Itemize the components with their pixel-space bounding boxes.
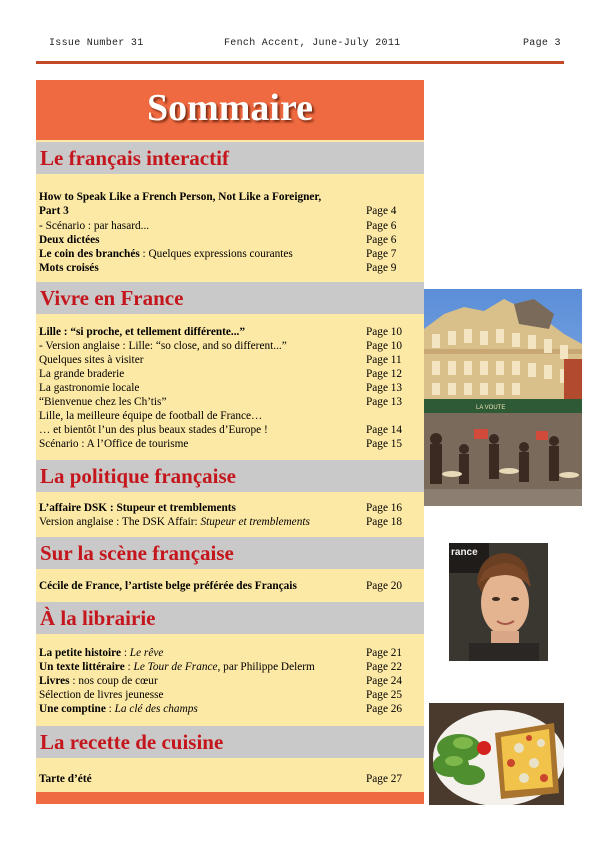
actress-portrait-photo bbox=[449, 543, 548, 661]
bottom-accent-bar bbox=[36, 792, 424, 804]
section-header-francais-interactif bbox=[36, 142, 424, 174]
toc-entry-page: Page 9 bbox=[366, 262, 397, 274]
toc-entry-page: Page 15 bbox=[366, 438, 403, 450]
toc-entry-title: Lille, la meilleure équipe de football de France… bbox=[39, 410, 263, 422]
toc-entry-author: , par Philippe Delerm bbox=[217, 661, 315, 673]
toc-entry-title: Part 3 bbox=[39, 205, 69, 217]
toc-entry-page: Page 6 bbox=[366, 234, 397, 246]
toc-entry-title: Version anglaise : The DSK Affair: bbox=[39, 516, 201, 528]
toc-entry-page: Page 10 bbox=[366, 326, 403, 338]
toc-entry-page: Page 24 bbox=[366, 675, 403, 687]
section-title: Le français interactif bbox=[40, 146, 229, 170]
section-title: Sur la scène française bbox=[40, 541, 234, 565]
section-header-politique bbox=[36, 460, 424, 492]
toc-entry-page: Page 20 bbox=[366, 580, 403, 592]
section-header-scene bbox=[36, 537, 424, 569]
toc-entry-title: La grande braderie bbox=[39, 368, 125, 380]
toc-entry-page: Page 6 bbox=[366, 220, 397, 232]
toc-entry-title: La gastronomie locale bbox=[39, 382, 140, 394]
toc-entry-page: Page 16 bbox=[366, 502, 403, 514]
toc-entry-title: Sélection de livres jeunesse bbox=[39, 689, 164, 701]
toc-entry-page: Page 10 bbox=[366, 340, 403, 352]
toc-entry-title: Une comptine bbox=[39, 703, 106, 715]
contents-panel bbox=[36, 80, 424, 804]
toc-entry-page: Page 27 bbox=[366, 773, 403, 785]
toc-entry-title: L’affaire DSK : Stupeur et tremblements bbox=[39, 502, 236, 514]
toc-entry-page: Page 7 bbox=[366, 248, 397, 260]
toc-entry-title: La petite histoire bbox=[39, 647, 121, 659]
toc-entry-title: Un texte littéraire bbox=[39, 661, 125, 673]
toc-entry-title: Quelques sites à visiter bbox=[39, 354, 144, 366]
toc-entry-title: Livres bbox=[39, 675, 70, 687]
section-title: À la librairie bbox=[40, 606, 156, 630]
toc-entry-title: “Bienvenue chez les Ch’tis” bbox=[39, 396, 167, 408]
toc-entry-subtitle: : Quelques expressions courantes bbox=[139, 248, 293, 260]
cafe-sign: LA VOUTE bbox=[476, 405, 506, 411]
toc-entry-page: Page 11 bbox=[366, 354, 402, 366]
publication-date: Fench Accent, June-July 2011 bbox=[224, 38, 401, 49]
toc-entry-title: Mots croisés bbox=[39, 262, 99, 274]
toc-entry-subtitle: Le rêve bbox=[129, 647, 164, 659]
header-rule bbox=[36, 61, 564, 64]
toc-entry-title: Le coin des branchés bbox=[39, 248, 140, 260]
toc-entry-page: Page 13 bbox=[366, 382, 403, 394]
toc-entry-page: Page 4 bbox=[366, 205, 397, 217]
toc-entry-title: - Scénario : par hasard... bbox=[39, 220, 150, 232]
toc-entry-subtitle: : nos coup de cœur bbox=[69, 675, 158, 687]
toc-entry-page: Page 22 bbox=[366, 661, 403, 673]
toc-entry-page: Page 12 bbox=[366, 368, 403, 380]
section-header-recette bbox=[36, 726, 424, 758]
toc-entry-page: Page 13 bbox=[366, 396, 403, 408]
magazine-sign: rance bbox=[451, 547, 478, 558]
toc-entry-subtitle: Le Tour de France bbox=[133, 661, 218, 673]
toc-entry-title: Tarte d’été bbox=[39, 773, 92, 785]
section-title: La politique française bbox=[40, 464, 237, 488]
lille-square-photo bbox=[424, 289, 582, 506]
section-header-librairie bbox=[36, 602, 424, 634]
tart-photo bbox=[429, 703, 564, 805]
toc-entry-title: Cécile de France, l’artiste belge préférée des Français bbox=[39, 580, 297, 592]
toc-entry-subtitle: Stupeur et tremblements bbox=[200, 516, 310, 528]
page-number: Page 3 bbox=[523, 38, 561, 49]
toc-entry-title: - Version anglaise : Lille: “so close, and so different...” bbox=[39, 340, 287, 352]
toc-entry-page: Page 21 bbox=[366, 647, 403, 659]
section-title: Vivre en France bbox=[40, 286, 184, 310]
toc-entry-separator: : bbox=[121, 647, 130, 659]
issue-number: Issue Number 31 bbox=[49, 38, 144, 49]
toc-entry-page: Page 25 bbox=[366, 689, 403, 701]
toc-entry-subtitle: La clé des champs bbox=[114, 703, 198, 715]
toc-entry-separator: : bbox=[105, 703, 115, 715]
title-bar bbox=[36, 80, 424, 140]
toc-entry-title: Lille : “si proche, et tellement différente...” bbox=[39, 326, 246, 338]
section-header-vivre-en-france bbox=[36, 282, 424, 314]
toc-entry-title: How to Speak Like a French Person, Not Like a Foreigner, bbox=[39, 191, 322, 203]
toc-entry-title: Scénario : A l’Office de tourisme bbox=[39, 438, 189, 450]
toc-entry-page: Page 14 bbox=[366, 424, 403, 436]
section-title: La recette de cuisine bbox=[40, 730, 224, 754]
toc-entry-title: Deux dictées bbox=[39, 234, 100, 246]
toc-entry-separator: : bbox=[124, 661, 134, 673]
page-title: Sommaire bbox=[146, 87, 314, 129]
toc-entry-page: Page 26 bbox=[366, 703, 403, 715]
toc-entry-page: Page 18 bbox=[366, 516, 403, 528]
toc-entry-title: … et bientôt l’un des plus beaux stades d’Europe ! bbox=[39, 424, 268, 436]
